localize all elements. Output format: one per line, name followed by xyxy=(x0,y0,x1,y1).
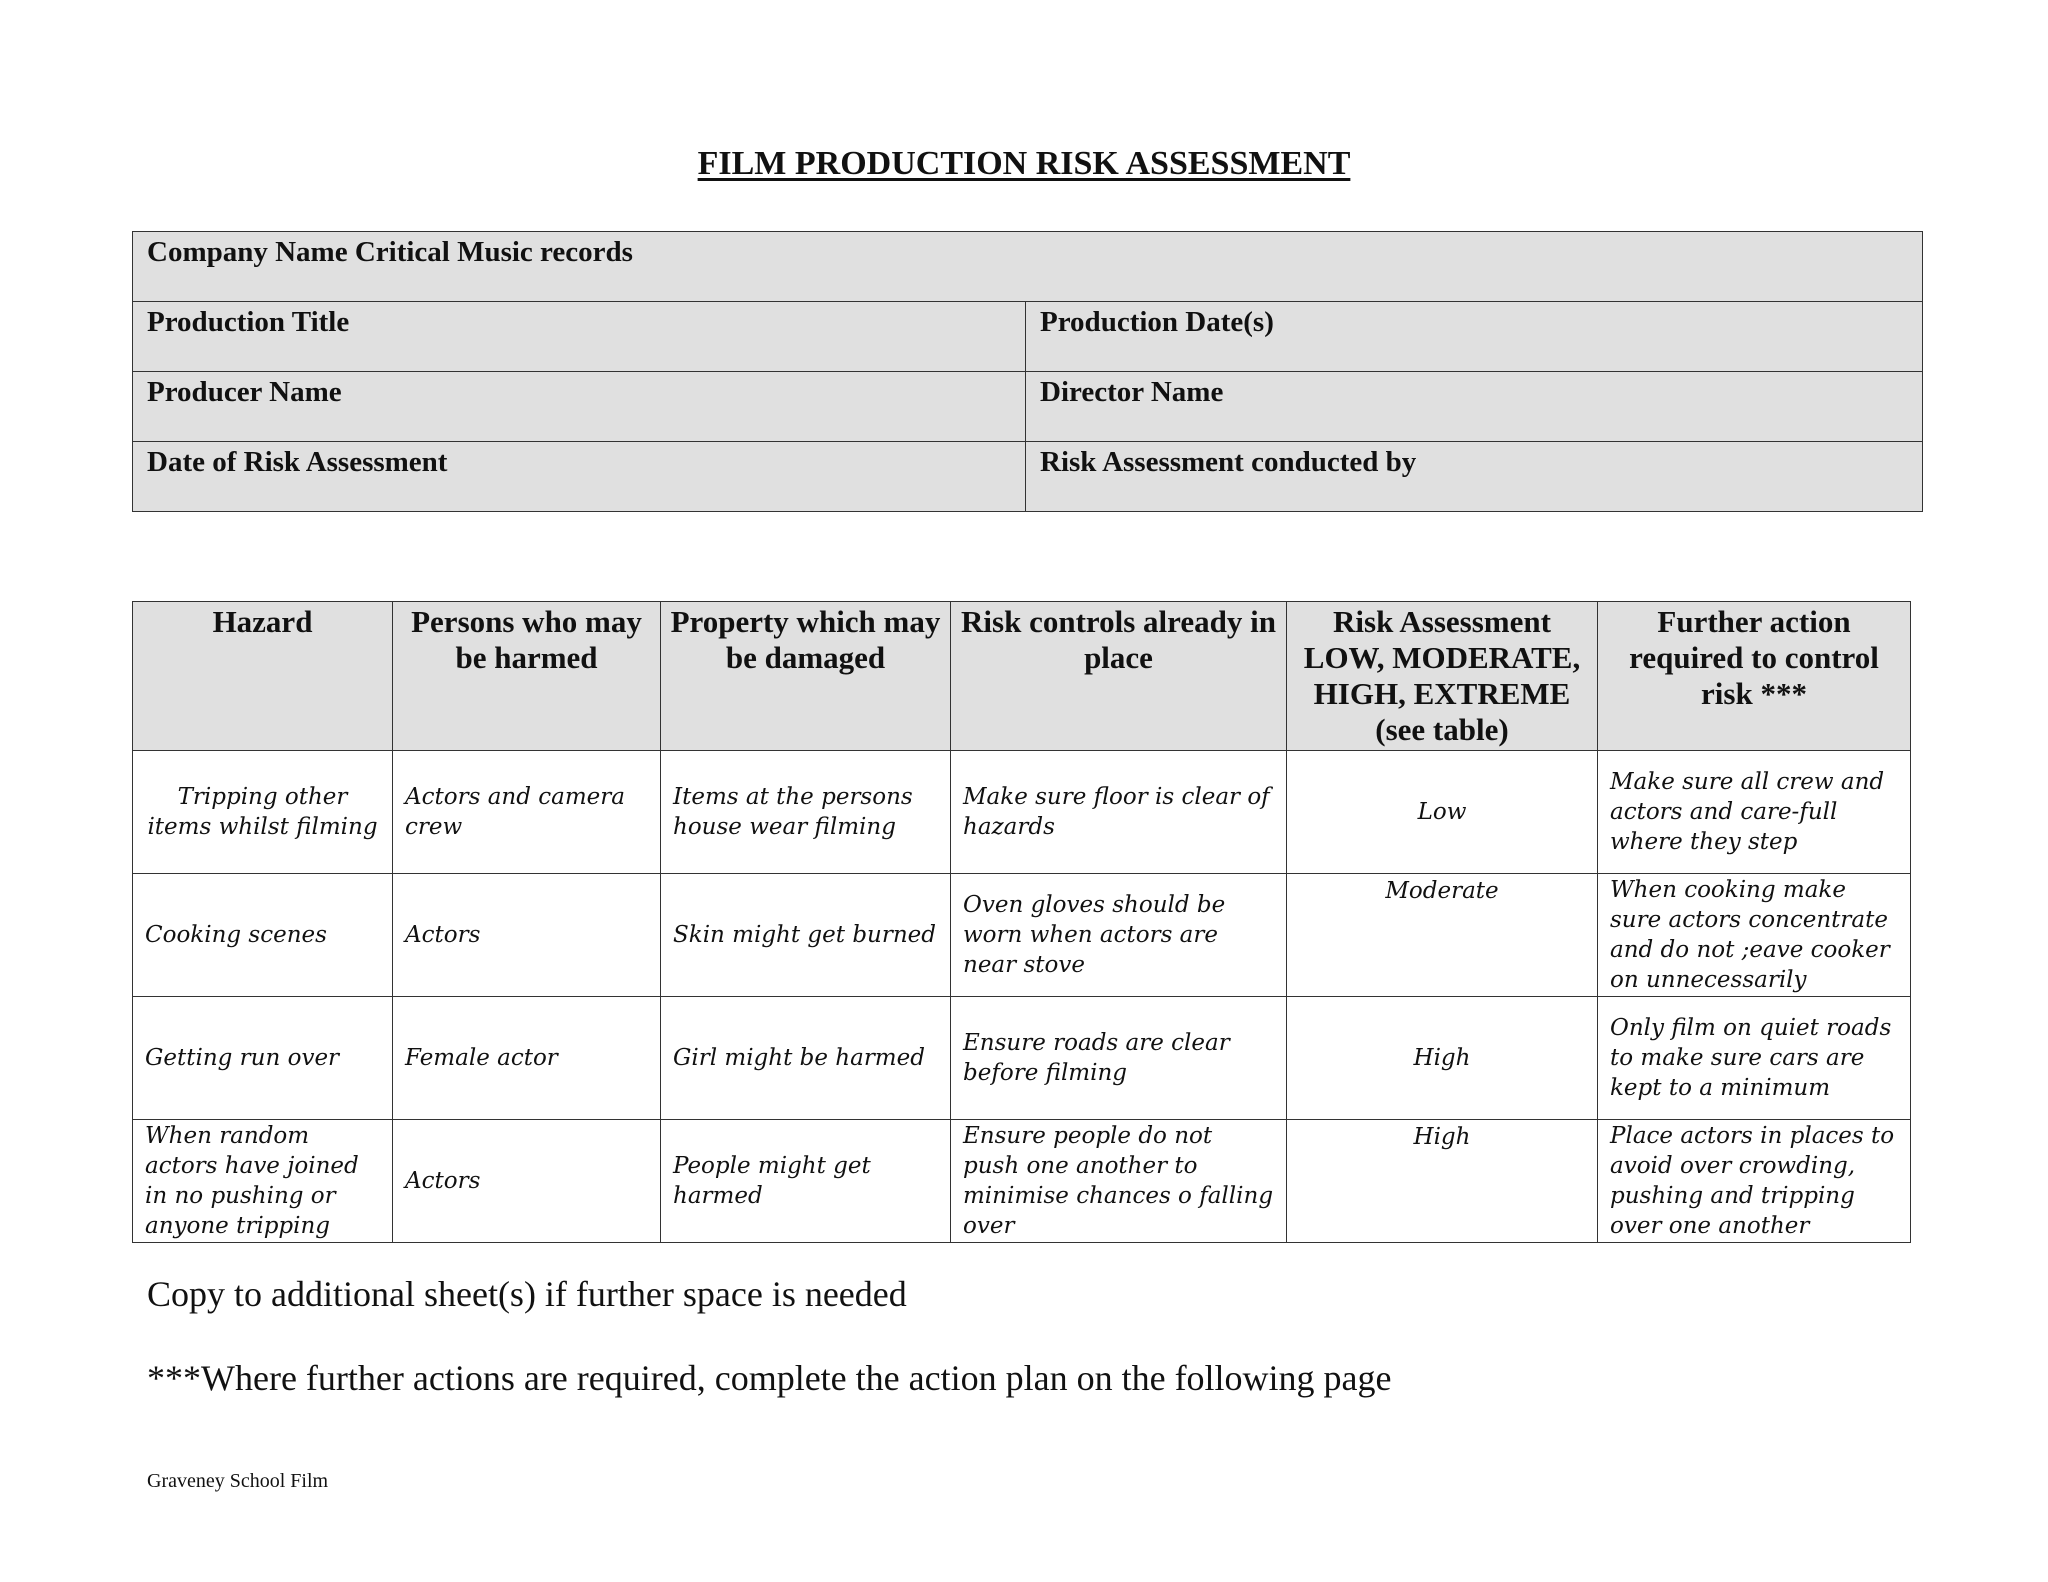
action-cell: Place actors in places to avoid over crowding, pushing and tripping over one another xyxy=(1598,1120,1911,1243)
producer-name-cell: Producer Name xyxy=(133,372,1026,442)
hazard-cell: When random actors have joined in no pushing or anyone tripping xyxy=(133,1120,393,1243)
header-action: Further action required to control risk *** xyxy=(1598,602,1911,751)
copy-sheets-note: Copy to additional sheet(s) if further space is needed xyxy=(147,1274,907,1314)
hazard-cell: Getting run over xyxy=(133,997,393,1120)
property-cell: People might get harmed xyxy=(661,1120,951,1243)
action-cell: Make sure all crew and actors and care-full where they step xyxy=(1598,751,1911,874)
persons-cell: Actors xyxy=(393,1120,661,1243)
assessment-date-cell: Date of Risk Assessment xyxy=(133,442,1026,512)
persons-cell: Female actor xyxy=(393,997,661,1120)
header-controls: Risk controls already in place xyxy=(951,602,1287,751)
hazard-cell: Tripping other items whilst filming xyxy=(133,751,393,874)
action-cell: When cooking make sure actors concentrate and do not ;eave cooker on unnecessarily xyxy=(1598,874,1911,997)
persons-cell: Actors xyxy=(393,874,661,997)
assessment-cell: Moderate xyxy=(1287,874,1598,997)
assessment-cell: High xyxy=(1287,997,1598,1120)
assessment-cell: Low xyxy=(1287,751,1598,874)
document-title: FILM PRODUCTION RISK ASSESSMENT xyxy=(697,145,1351,182)
production-info-table xyxy=(132,231,1923,512)
company-name-cell: Company Name Critical Music records xyxy=(133,232,1923,302)
persons-cell: Actors and camera crew xyxy=(393,751,661,874)
header-assessment: Risk Assessment LOW, MODERATE, HIGH, EXTREME (see table) xyxy=(1287,602,1598,751)
table-row xyxy=(133,997,1911,1120)
conducted-by-cell: Risk Assessment conducted by xyxy=(1026,442,1923,512)
header-persons: Persons who may be harmed xyxy=(393,602,661,751)
production-dates-cell: Production Date(s) xyxy=(1026,302,1923,372)
table-row xyxy=(133,1120,1911,1243)
info-row-title xyxy=(133,302,1923,372)
property-cell: Items at the persons house wear filming xyxy=(661,751,951,874)
hazard-cell: Cooking scenes xyxy=(133,874,393,997)
table-row xyxy=(133,874,1911,997)
property-cell: Skin might get burned xyxy=(661,874,951,997)
assessment-cell: High xyxy=(1287,1120,1598,1243)
controls-cell: Ensure people do not push one another to minimise chances o falling over xyxy=(951,1120,1287,1243)
info-row-names xyxy=(133,372,1923,442)
property-cell: Girl might be harmed xyxy=(661,997,951,1120)
controls-cell: Ensure roads are clear before filming xyxy=(951,997,1287,1120)
director-name-cell: Director Name xyxy=(1026,372,1923,442)
action-cell: Only film on quiet roads to make sure cars are kept to a minimum xyxy=(1598,997,1911,1120)
page-footer: Graveney School Film xyxy=(147,1470,329,1492)
action-plan-note: ***Where further actions are required, complete the action plan on the following page xyxy=(147,1358,1392,1398)
info-row-assessment xyxy=(133,442,1923,512)
risk-table-header xyxy=(133,602,1911,751)
risk-assessment-table xyxy=(132,601,1911,1243)
controls-cell: Oven gloves should be worn when actors are near stove xyxy=(951,874,1287,997)
table-row xyxy=(133,751,1911,874)
production-title-cell: Production Title xyxy=(133,302,1026,372)
header-hazard: Hazard xyxy=(133,602,393,751)
controls-cell: Make sure floor is clear of hazards xyxy=(951,751,1287,874)
info-row-company xyxy=(133,232,1923,302)
header-property: Property which may be damaged xyxy=(661,602,951,751)
